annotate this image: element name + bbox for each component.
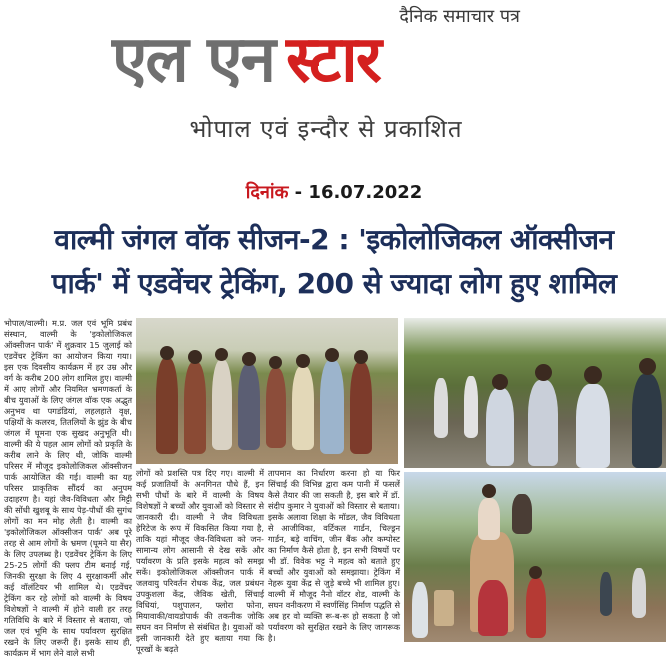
article-headline (0, 218, 668, 306)
newspaper-logo (112, 24, 542, 96)
logo-part-red: स्टार (285, 23, 380, 97)
article-column-2: लोगों को प्रशस्ति पत्र दिए गए। वाल्मी में कई प्रजातियों के अनगिनत पौधे हैं, इन सभी पौधों के बारे में वाल्मी के विषय विशेषज्ञों ने बच्चों और युवाओं को विस्तार से जानकारी दी। वाल्मी ने जैव विविधता हेरिटेज के रूप में विकसित किया गया है, ताकि यहां मौजूद जैव-विविधता को जन-सामान्य लोग आसानी से देख सकें और पर्यावरण के प्रति इसके महत्व को समझ सकें। इकोलोजिकल ऑक्सीजन पार्क में जलवायु परिवर्तन रोधक केंद्र, जल प्रबंधन उपकुशला केंद्र, जैविक खेती, सिंचाई विधियां, पशुपालन, फ्लोरा फोना, मियावाकी/वायडोपार्क की तकनीक जोकि सघन वन निर्माण से संबंधित है। युवाओं को इसी जानकारी देते हुए बताया गया कि पूरखों के बढ़ते (136, 468, 264, 654)
students-trekking-photo (404, 318, 666, 468)
date-label: दिनांक (245, 182, 289, 203)
camel-ride-photo (404, 472, 666, 642)
headline-line-2: पार्क' में एडवेंचर ट्रेकिंग, 200 से ज्यादा लोग हुए शामिल (51, 267, 617, 300)
dateline (0, 180, 668, 204)
article-column-3: तापमान का निर्धारण करना हो या फिर सिंचाई की विभिन्न द्वारा कम पानी में फसलें कैसे तैयार की जा सकती है, इस बारे में डॉ. संदीप कुमार ने युवाओं को विस्तार से बताया। इसके अलावा शिक्षा के मॉडल, जैव विविधता से आजीविका, वर्टिकल गार्डन, चिल्ड्रन गार्डन, बड़े वाचिंग, जीन बैंक और कम्पोस्ट का निर्माण कैसे होता है, इन सभी विषयों पर भी डॉ. विवेक भट्ट ने महत्व को बताते हुए बच्चों और युवाओं को समझाया। ट्रेकिंग में नेहरू युवा केंद्र से जुड़े बच्चे भी शामिल हुए। वाल्मी में मौजूद नैनो वॉटर शेड, वाल्मी के सघन वनीकरण में स्वर्णसिंह निर्माण पद्धति से अब हर वो व्यक्ति रू-ब-रू हो सकता है जो पर्यावरण को सुरक्षित रखने के लिए जागरूक है। (268, 468, 400, 643)
masthead-subhead: भोपाल एवं इन्दौर से प्रकाशित (189, 115, 463, 143)
group-photo-trekkers (136, 318, 398, 464)
date-separator: - (288, 182, 309, 203)
masthead-tagline: दैनिक समाचार पत्र (399, 6, 520, 27)
article-column-1: भोपाल/वाल्मी। म.प्र. जल एवं भूमि प्रबंध संस्थान, वाल्मी के 'इकोलोजिकल ऑक्सीजन पार्क' में शुक्रवार 15 जुलाई को एडवेंचर ट्रेकिंग का आयोजन किया गया। इस एक दिवसीय कार्यक्रम में हर उम्र और वर्ग के करीब 200 लोग शामिल हुए। वाल्मी में आए लोगों और नियमित भ्रमणकर्ता के बीच युवाओं के लिए जंगल वॉक एक अद्भुत अनुभव था पगडंडियां, लहलहाते वृक्ष, पक्षियों के कलरव, तितलियों के झुंड के बीच जंगल में घूमना एक सुखद अनुभूति थी। वाल्मी की ये पहल आम लोगों को प्रकृति के करीब लाने के लिए थी, जोकि वाल्मी परिसर में मौजूद इकोलोजिकल ऑक्सीजन पार्क आयोजित की गई। वाल्मी का यह परिसर प्राकृतिक सौंदर्य का अनुपम उदाहरण है। यहां जैव-विविधता और मिट्टी की सोंधी खुशबू के साथ पेड़-पौधों की सुगंध लोगों का मन मोह लेती है। वाल्मी का 'इकोलोजिकल ऑक्सीजन पार्क' अब पूरे तरह से आम लोगों के भ्रमण (घूमने या सैर) के लिए उपलब्ध है। एडवेंचर ट्रेकिंग के लिए 25-25 लोगों की फ्लप टीम बनाई गई, जिनकी सुरक्षा के लिए 4 सुरक्षाकर्मी और कई वॉलंटियर भी शामिल थे। एडवेंचर ट्रेकिंग कर रहे लोगों को वाल्मी के विषय विशेषज्ञों ने वाल्मी में होने वाली हर तरह गतिविधि के बारे में विस्तार से बताया, जो जल एवं भूमि के साथ पर्यावरण सुरक्षित रखने के लिए जरूरी हैं। इसके साथ ही, कार्यक्रम में भाग लेने वाले सभी (4, 318, 132, 658)
date-value: 16.07.2022 (308, 182, 423, 203)
logo-part-gray: एल एन (112, 23, 274, 97)
headline-line-1: वाल्मी जंगल वॉक सीजन-2 : 'इकोलोजिकल ऑक्सीजन (54, 223, 614, 256)
